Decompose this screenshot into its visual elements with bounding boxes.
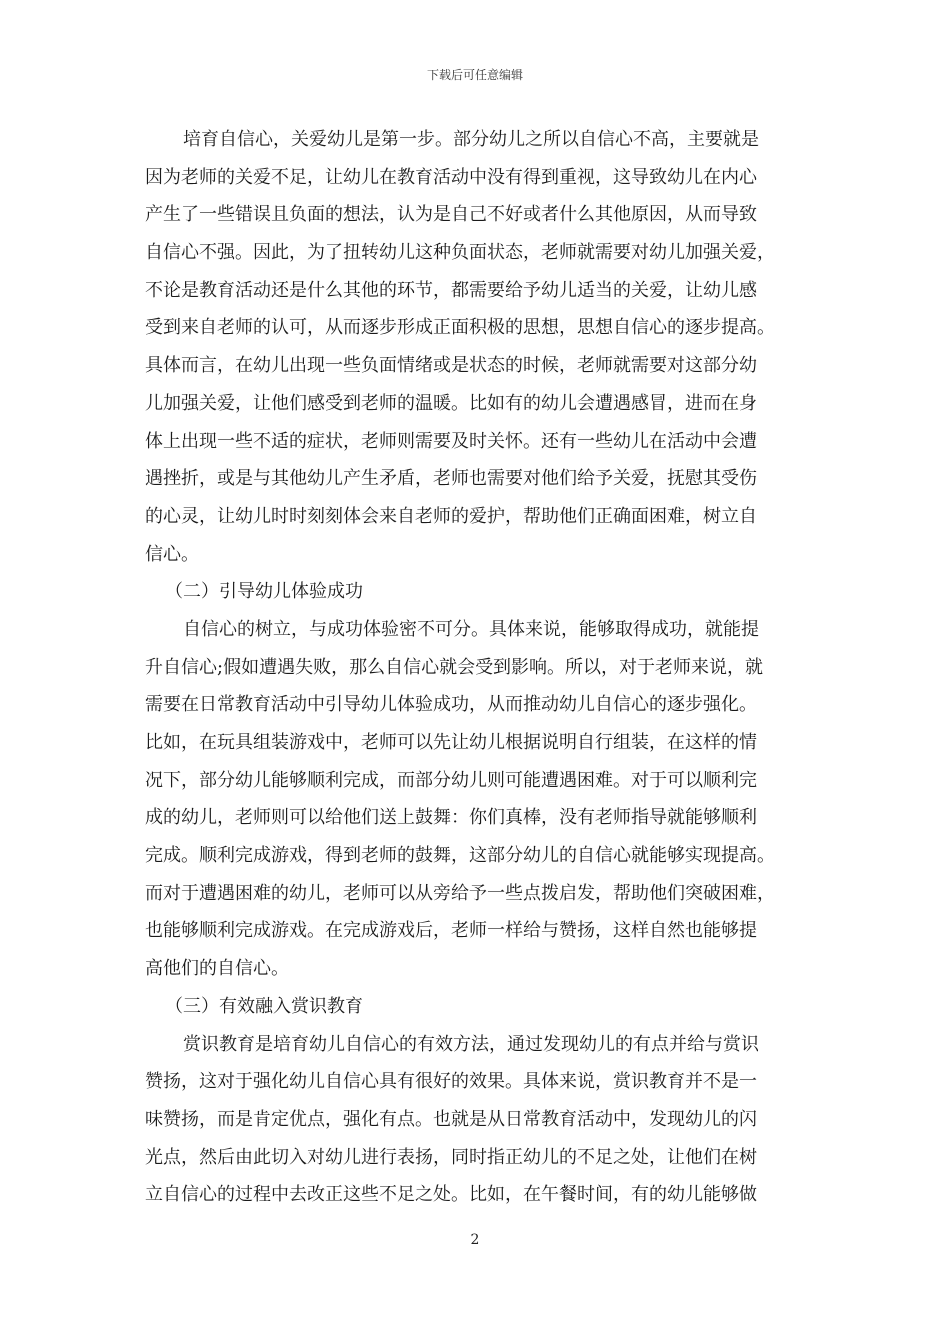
paragraph-line: 需要在日常教育活动中引导幼儿体验成功，从而推动幼儿自信心的逐步强化。 xyxy=(145,694,757,716)
document-body xyxy=(145,121,805,1214)
paragraph-line: 赏识教育是培育幼儿自信心的有效方法，通过发现幼儿的有点并给与赏识 xyxy=(183,1033,759,1055)
section-heading: （二）引导幼儿体验成功 xyxy=(165,581,363,603)
paragraph-line: 培育自信心，关爱幼儿是第一步。部分幼儿之所以自信心不高，主要就是 xyxy=(183,129,759,150)
paragraph-line: 立自信心的过程中去改正这些不足之处。比如，在午餐时间，有的幼儿能够做 xyxy=(145,1184,757,1206)
paragraph-line: 自信心的树立，与成功体验密不可分。具体来说，能够取得成功，就能提 xyxy=(183,618,759,640)
paragraph-line: 升自信心;假如遭遇失败，那么自信心就会受到影响。所以，对于老师来说，就 xyxy=(145,656,764,678)
paragraph-line: 产生了一些错误且负面的想法，认为是自己不好或者什么其他原因，从而导致 xyxy=(145,204,757,226)
page-header: 下载后可任意编辑 xyxy=(426,68,523,82)
paragraph-line: 的心灵，让幼儿时时刻刻体会来自老师的爱护，帮助他们正确面困难，树立自 xyxy=(145,505,757,527)
paragraph-line: 光点，然后由此切入对幼儿进行表扬，同时指正幼儿的不足之处，让他们在树 xyxy=(145,1146,757,1168)
paragraph-line: 信心。 xyxy=(145,543,199,565)
paragraph-line: 自信心不强。因此，为了扭转幼儿这种负面状态，老师就需要对幼儿加强关爱， xyxy=(145,242,775,264)
paragraph-line: 成的幼儿，老师则可以给他们送上鼓舞：你们真棒，没有老师指导就能够顺利 xyxy=(145,807,757,829)
paragraph-line: 因为老师的关爱不足，让幼儿在教育活动中没有得到重视，这导致幼儿在内心 xyxy=(145,166,757,188)
paragraph-line: 受到来自老师的认可，从而逐步形成正面积极的思想，思想自信心的逐步提高。 xyxy=(145,317,775,339)
section-heading: （三）有效融入赏识教育 xyxy=(165,995,363,1017)
paragraph-line: 而对于遭遇困难的幼儿，老师可以从旁给予一些点拨启发，帮助他们突破困难， xyxy=(145,882,775,904)
paragraph-line: 不论是教育活动还是什么其他的环节，都需要给予幼儿适当的关爱，让幼儿感 xyxy=(145,279,757,301)
paragraph-line: 体上出现一些不适的症状，老师则需要及时关怀。还有一些幼儿在活动中会遭 xyxy=(145,430,757,452)
paragraph-line: 儿加强关爱，让他们感受到老师的温暖。比如有的幼儿会遭遇感冒，进而在身 xyxy=(145,392,757,414)
paragraph-line: 具体而言，在幼儿出现一些负面情绪或是状态的时候，老师就需要对这部分幼 xyxy=(145,355,757,377)
paragraph-line: 高他们的自信心。 xyxy=(145,958,289,980)
paragraph-line: 味赞扬，而是肯定优点，强化有点。也就是从日常教育活动中，发现幼儿的闪 xyxy=(145,1108,757,1130)
paragraph-line: 也能够顺利完成游戏。在完成游戏后，老师一样给与赞扬，这样自然也能够提 xyxy=(145,920,757,942)
paragraph-line: 遇挫折，或是与其他幼儿产生矛盾，老师也需要对他们给予关爱，抚慰其受伤 xyxy=(145,468,757,490)
paragraph-line: 赞扬，这对于强化幼儿自信心具有很好的效果。具体来说，赏识教育并不是一 xyxy=(145,1071,757,1093)
paragraph-line: 况下，部分幼儿能够顺利完成，而部分幼儿则可能遭遇困难。对于可以顺利完 xyxy=(145,769,757,791)
page-number: 2 xyxy=(470,1232,480,1248)
paragraph-line: 比如，在玩具组装游戏中，老师可以先让幼儿根据说明自行组装，在这样的情 xyxy=(145,732,757,753)
paragraph-line: 完成。顺利完成游戏，得到老师的鼓舞，这部分幼儿的自信心就能够实现提高。 xyxy=(145,845,775,867)
